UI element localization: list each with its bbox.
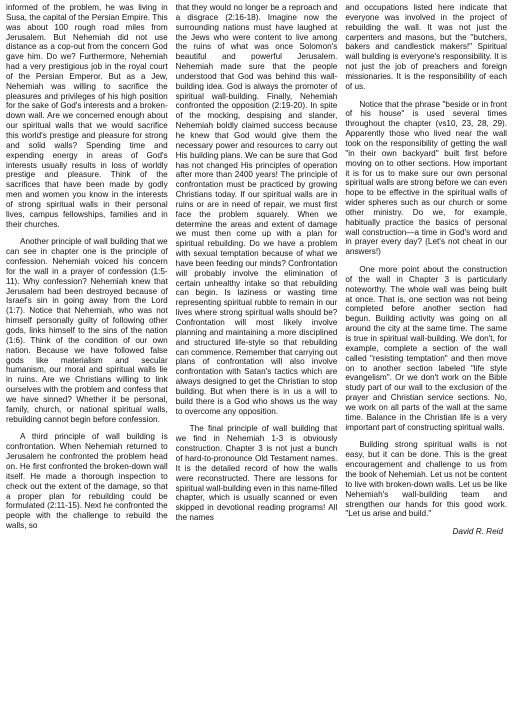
paragraph: Notice that the phrase "beside or in front of his house" is used several times throughout the chapter (vs10, 23, 28, 29). Apparently those who lived near the wall took on the responsibility of getting the wall "in their own backyard" built first before moving on to other sections. How important it is for us to make sure our own personal spiritual walls are strong before we can even hope to be effective in the spiritual walls of wider spheres such as our church or some other ministry. Do we, for example, habitually practice the basics of personal wall construction—a time in God's word and in prayer every day? (Let's not cheat in our answers!) <box>345 99 508 257</box>
paragraph: Building strong spiritual walls is not easy, but it can be done. This is the great encouragement and challenge to us from the book of Nehemiah. Let us not be content to live with broken-down walls. Let us be like Nehemiah's wall-building team and strengthen our hands for this good work. "Let us arise and build." <box>345 440 508 519</box>
paragraph: The final principle of wall building that we find in Nehemiah 1-3 is obviously construction. Chapter 3 is not just a bunch of hard-to-pronounce Old Testament names. It is the detailed record of how the walls were reconstructed. There are lessons for spiritual wall-building even in this name-filled chapter, which is usually scanned or even skipped in devotional reading programs! All the names <box>175 424 338 523</box>
paragraph: One more point about the construction of the wall in Chapter 3 is particularly noteworthy. The whole wall was being built at once. That is, one section was not being completed before another section had begun. Building activity was going on all around the city at the same time. The same is true in spiritual wall-building. We don't, for example, complete a section of the wall called "resisting temptation" and then move on to another section labeled "life style evangelism". Or we don't work on the Bible study part of our wall to the exclusion of the prayer and Christian service sections. No, we work on all parts of the wall at the same time. Balance in the Christian life is a very important part of constructing spiritual walls. <box>345 265 508 432</box>
paragraph: and occupations listed here indicate that everyone was involved in the project of rebuilding the wall. It was not just the carpenters and masons, but the "butchers, bakers and candlestick makers!" Spiritual wall building is everyone's responsibility. It is not just the job of preachers and foreign missionaries. It is the responsibility of each of us. <box>345 3 508 91</box>
paragraph: Another principle of wall building that we can see in chapter one is the principle of confession. Nehemiah voiced his concern for the wall in a prayer of confession (1:5-11). Why confession? Nehemiah knew that Jerusalem had been destroyed because of Israel's sin in going away from the Lord (1:7). Notice that Nehemiah, who was not himself personally guilty of following other gods, links himself to the sins of the nation (1:6). Think of the condition of our own nation. Because we have followed false gods like materialism and secular humanism, our moral and spiritual walls lie in ruins. Are we Christians willing to link ourselves with the problem and confess that we have sinned? Whether it be personal, family, church, or national spiritual walls, rebuilding cannot begin before confession. <box>6 237 168 424</box>
paragraph: A third principle of wall building is confrontation. When Nehemiah returned to Jerusalem he confronted the problem head on. He first confronted the broken-down wall itself. He made a thorough inspection to check out the extent of the damage, so that a proper plan for rebuilding could be formulated (2:11-15). Next he confronted the people with the challenge to rebuild the walls, so <box>6 432 168 531</box>
paragraph: that they would no longer be a reproach and a disgrace (2:16-18). Imagine now the surrounding nations must have laughed at the Jews who were content to live among the ruins of what was once Solomon's beautiful and powerful Jerusalem. Nehemiah made sure that the people understood that God was behind this wall-building idea. God is always the promoter of spiritual wall-building. Finally, Nehemiah confronted the opposition (2:19-20). In spite of the mocking, despising and slander, Nehemiah boldly claimed success because he knew that God would give them the necessary power and resources to carry out His building plans. We can be sure that God has not changed His principles of operation after more than 2400 years! The principle of confrontation must be practiced by growing Christians today. If our spiritual walls are in ruins or are in need of repair, we must first face the problem squarely. When we determine the areas and extent of damage we must then come up with a plan for spiritual rebuilding. Do we have a problem with sexual temptation because of what we have been feeding our minds? Confrontation will probably involve the elimination of certain unhealthy intake so that rebuilding can begin. Is laziness or wasting time representing spiritual rubble to remain in our lives where strong spiritual walls should be? Confrontation will most likely involve planning and maintaining a more disciplined and structured life-style so that rebuilding can commence. Remember that carrying out plans of confrontation will also involve confrontation with Satan's tactics which are always designed to get the Christian to stop building. But when there is in us a will to build there is a God who shows us the way to overcome any opposition. <box>175 3 338 416</box>
column-2 <box>176 3 338 707</box>
column-3 <box>345 3 507 707</box>
author-signature: David R. Reid <box>452 527 504 537</box>
paragraph: informed of the problem, he was living in Susa, the capital of the Persian Empire. This was about 100 rough road miles from Jerusalem. But Nehemiah did not use distance as a cop-out from the concern God gave him. Do we? Furthermore, Nehemiah had a very prestigious job in the royal court of the Persian Emperor. But as a Jew, Nehemiah was willing to sacrifice the pleasures and privileges of his high position for the sake of God's interests and a broken-down wall. Are we concerned enough about our spiritual walls that we would sacrifice this world's prestige and pleasure for strong and solid walls? Spending time and expending energy in areas of God's interests usually results in loss of worldly prestige and pleasure. Think of the sacrifices that have been made by godly men and women you know in the interests of strong spiritual walls in their personal lives, campus fellowships, families and in their churches. <box>6 3 168 229</box>
column-1 <box>6 3 168 707</box>
